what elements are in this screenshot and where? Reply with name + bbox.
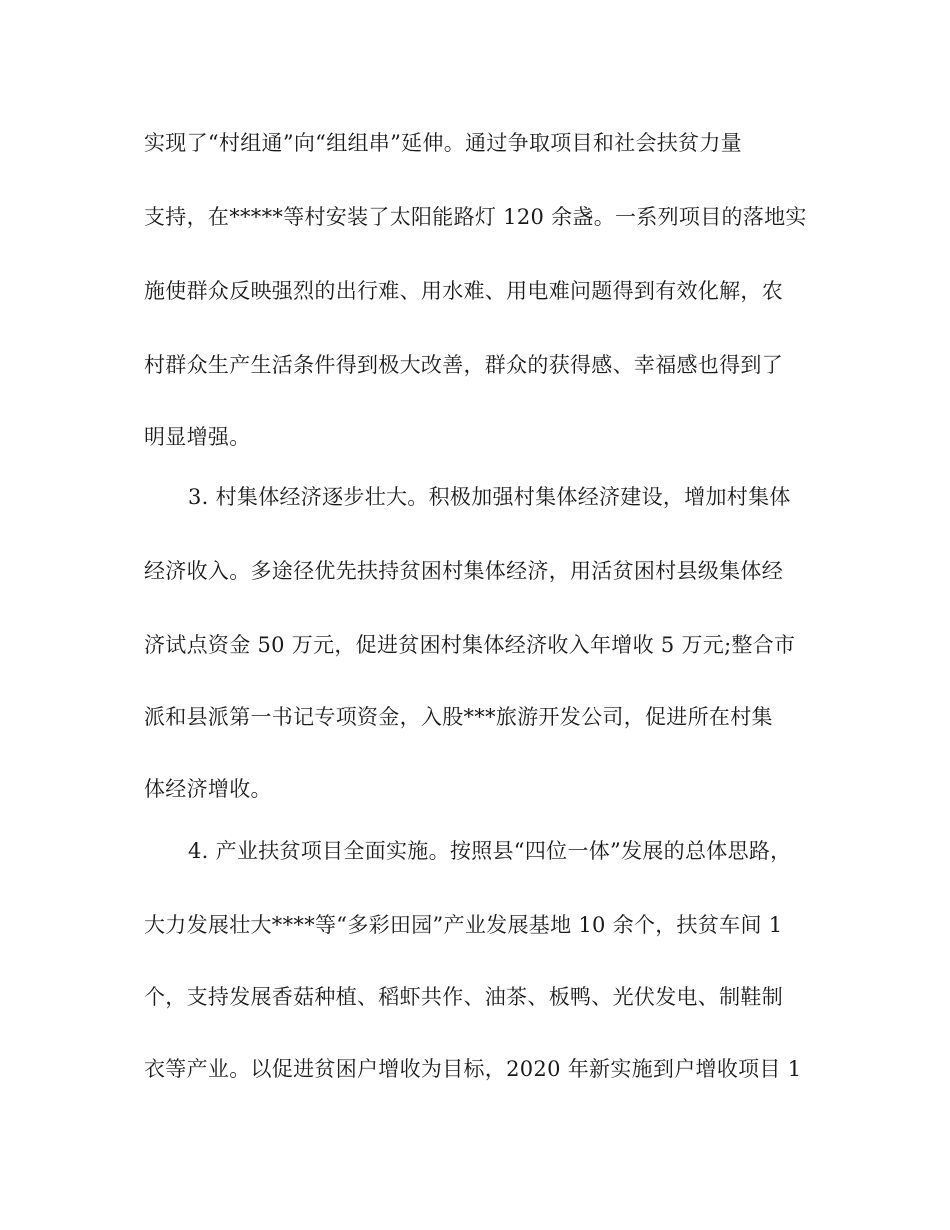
paragraph-start-line: 4. 产业扶贫项目全面实施。按照县“四位一体”发展的总体思路， [188, 839, 792, 863]
text-line: 派和县派第一书记专项资金，入股***旅游开发公司，促进所在村集 [144, 705, 773, 729]
text-line: 体经济增收。 [144, 777, 272, 801]
text-line: 经济收入。多途径优先扶持贫困村集体经济，用活贫困村县级集体经 [144, 559, 783, 583]
text-line: 支持，在*****等村安装了太阳能路灯 120 余盏。一系列项目的落地实 [144, 205, 807, 229]
paragraph-start-line: 3. 村集体经济逐步壮大。积极加强村集体经济建设，增加村集体 [188, 485, 791, 509]
text-line: 施使群众反映强烈的出行难、用水难、用电难问题得到有效化解，农 [144, 279, 783, 303]
text-line: 实现了“村组通”向“组组串”延伸。通过争取项目和社会扶贫力量 [144, 131, 742, 155]
text-line: 济试点资金 50 万元，促进贫困村集体经济收入年增收 5 万元;整合市 [144, 633, 796, 657]
text-line: 村群众生产生活条件得到极大改善，群众的获得感、幸福感也得到了 [144, 353, 783, 377]
text-line: 衣等产业。以促进贫困户增收为目标，2020 年新实施到户增收项目 1 [144, 1057, 802, 1081]
text-line: 大力发展壮大****等“多彩田园”产业发展基地 10 余个，扶贫车间 1 [144, 913, 783, 937]
text-line: 明显增强。 [144, 425, 251, 449]
text-line: 个，支持发展香菇种植、稻虾共作、油茶、板鸭、光伏发电、制鞋制 [144, 985, 783, 1009]
